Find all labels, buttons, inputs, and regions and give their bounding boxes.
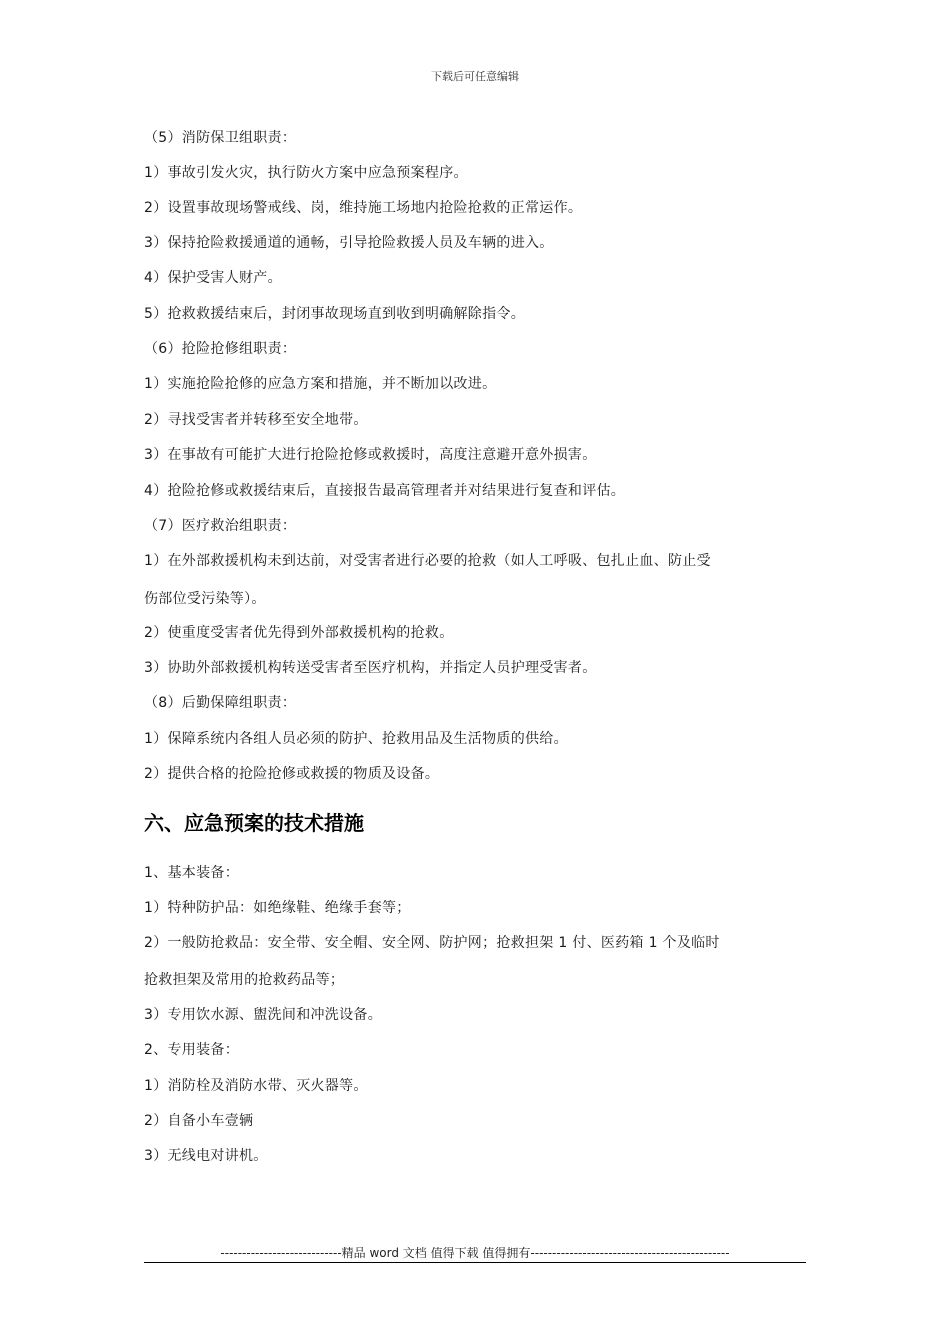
paragraph-line: （7）医疗救治组职责： <box>144 518 297 534</box>
paragraph-line: （5）消防保卫组职责： <box>144 130 297 146</box>
paragraph-line: 伤部位受污染等）。 <box>144 591 266 607</box>
paragraph-line: 3）无线电对讲机。 <box>144 1148 268 1164</box>
paragraph-line: 2）寻找受害者并转移至安全地带。 <box>144 412 368 428</box>
paragraph-line: 2）设置事故现场警戒线、岗，维持施工场地内抢险抢救的正常运作。 <box>144 200 583 216</box>
paragraph-line: 4）抢险抢修或救援结束后，直接报告最高管理者并对结果进行复查和评估。 <box>144 483 626 499</box>
paragraph-line: 3）协助外部救援机构转送受害者至医疗机构，并指定人员护理受害者。 <box>144 660 597 676</box>
paragraph-line: 3）专用饮水源、盥洗间和冲洗设备。 <box>144 1007 383 1023</box>
section-heading: 六、应急预案的技术措施 <box>144 811 364 835</box>
paragraph-line: 1）特种防护品：如绝缘鞋、绝缘手套等； <box>144 900 411 916</box>
paragraph-line: 1）实施抢险抢修的应急方案和措施，并不断加以改进。 <box>144 376 497 392</box>
paragraph-line: （6）抢险抢修组职责： <box>144 341 297 357</box>
paragraph-line: 2）使重度受害者优先得到外部救援机构的抢救。 <box>144 625 454 641</box>
paragraph-line: 1）保障系统内各组人员必须的防护、抢救用品及生活物质的供给。 <box>144 731 568 747</box>
footer-rule <box>144 1262 806 1263</box>
paragraph-line: 1）事故引发火灾，执行防火方案中应急预案程序。 <box>144 165 468 181</box>
paragraph-line: 3）在事故有可能扩大进行抢险抢修或救援时，高度注意避开意外损害。 <box>144 447 597 463</box>
page-footer: ----------------------------精品 word 文档 值得下载 值得拥有---------------------------------------------- <box>220 1246 730 1260</box>
paragraph-line: （8）后勤保障组职责： <box>144 695 297 711</box>
paragraph-line: 1）在外部救援机构未到达前，对受害者进行必要的抢救（如人工呼吸、包扎止血、防止受 <box>144 553 711 569</box>
paragraph-line: 2）自备小车壹辆 <box>144 1113 254 1129</box>
paragraph-line: 2、专用装备： <box>144 1042 240 1058</box>
paragraph-line: 抢救担架及常用的抢救药品等； <box>144 972 345 988</box>
page-header: 下载后可任意编辑 <box>431 70 519 83</box>
paragraph-line: 3）保持抢险救援通道的通畅，引导抢险救援人员及车辆的进入。 <box>144 235 554 251</box>
paragraph-line: 5）抢救救援结束后，封闭事故现场直到收到明确解除指令。 <box>144 306 526 322</box>
paragraph-line: 1）消防栓及消防水带、灭火器等。 <box>144 1078 368 1094</box>
paragraph-line: 2）一般防抢救品：安全带、安全帽、安全网、防护网；抢救担架 1 付、医药箱 1 个及临时 <box>144 935 720 951</box>
paragraph-line: 1、基本装备： <box>144 865 240 881</box>
paragraph-line: 2）提供合格的抢险抢修或救援的物质及设备。 <box>144 766 440 782</box>
paragraph-line: 4）保护受害人财产。 <box>144 270 282 286</box>
